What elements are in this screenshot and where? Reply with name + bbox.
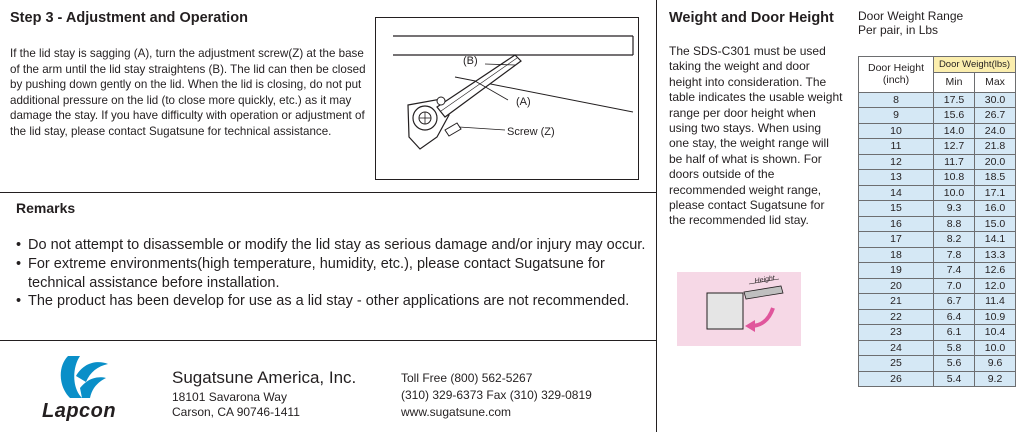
cell-max-weight: 12.0 xyxy=(975,278,1016,294)
cell-max-weight: 21.8 xyxy=(975,139,1016,155)
weight-range-title-line2: Per pair, in Lbs xyxy=(858,23,939,37)
cell-max-weight: 15.0 xyxy=(975,216,1016,232)
table-row xyxy=(859,294,1016,310)
cell-door-height: 16 xyxy=(859,216,934,232)
table-row xyxy=(859,356,1016,372)
table-row xyxy=(859,185,1016,201)
cell-min-weight: 10.0 xyxy=(934,185,975,201)
lapcon-logo-text: Lapcon xyxy=(42,400,117,422)
remarks-footer-divider xyxy=(0,340,656,341)
remark-item: • Do not attempt to disassemble or modify the lid stay as serious damage and/or injury may occur. xyxy=(16,236,651,255)
company-address-line1: 18101 Savarona Way xyxy=(172,390,287,404)
cell-max-weight: 30.0 xyxy=(975,92,1016,108)
cell-min-weight: 7.0 xyxy=(934,278,975,294)
cell-min-weight: 5.4 xyxy=(934,371,975,387)
cell-door-height: 19 xyxy=(859,263,934,279)
lid-stay-diagram xyxy=(375,17,639,180)
cell-min-weight: 15.6 xyxy=(934,108,975,124)
cell-door-height: 25 xyxy=(859,356,934,372)
cell-door-height: 15 xyxy=(859,201,934,217)
cell-max-weight: 20.0 xyxy=(975,154,1016,170)
cell-min-weight: 5.6 xyxy=(934,356,975,372)
cell-max-weight: 18.5 xyxy=(975,170,1016,186)
cell-min-weight: 7.8 xyxy=(934,247,975,263)
cell-door-height: 8 xyxy=(859,92,934,108)
table-row xyxy=(859,263,1016,279)
cell-max-weight: 16.0 xyxy=(975,201,1016,217)
illustration-height-label: Height xyxy=(754,274,776,285)
cell-min-weight: 6.7 xyxy=(934,294,975,310)
cell-max-weight: 26.7 xyxy=(975,108,1016,124)
weight-section-body: The SDS-C301 must be used taking the weight and door height into consideration. The table indicates the usable weight range per door height when using two stays. When using one stay, the weight range will be half of what is shown. For doors outside of the recommended weight range, please contact Sugatsune for the recommended lid stay. xyxy=(669,44,843,228)
center-divider xyxy=(656,0,657,432)
cell-door-height: 20 xyxy=(859,278,934,294)
cell-door-height: 17 xyxy=(859,232,934,248)
remarks-list xyxy=(16,236,651,311)
cell-min-weight: 17.5 xyxy=(934,92,975,108)
cell-door-height: 22 xyxy=(859,309,934,325)
cell-min-weight: 10.8 xyxy=(934,170,975,186)
cell-door-height: 26 xyxy=(859,371,934,387)
lapcon-logo-icon xyxy=(52,352,112,402)
cell-max-weight: 10.4 xyxy=(975,325,1016,341)
company-address-line2: Carson, CA 90746-1411 xyxy=(172,405,300,419)
step3-body: If the lid stay is sagging (A), turn the adjustment screw(Z) at the base of the arm until the lid stay straightens (B). The lid can then be closed by pushing down gently on the lid. When the lid is closing, do not put additional pressure on the lid (to close more quickly, etc.) as it may damage the stay. If you have difficulty with operation or adjustment of the lid stay, please contact Sugatsune for technical assistance. xyxy=(10,47,366,138)
toll-free-phone: Toll Free (800) 562-5267 xyxy=(401,371,533,385)
table-row xyxy=(859,154,1016,170)
cell-max-weight: 12.6 xyxy=(975,263,1016,279)
website-link[interactable]: www.sugatsune.com xyxy=(401,405,512,419)
cell-door-height: 18 xyxy=(859,247,934,263)
cell-max-weight: 24.0 xyxy=(975,123,1016,139)
step3-remarks-divider xyxy=(0,192,656,193)
table-row xyxy=(859,108,1016,124)
table-row xyxy=(859,278,1016,294)
weight-range-title-line1: Door Weight Range xyxy=(858,9,964,23)
cell-door-height: 9 xyxy=(859,108,934,124)
cell-min-weight: 8.2 xyxy=(934,232,975,248)
step3-title: Step 3 - Adjustment and Operation xyxy=(10,10,248,26)
diagram-label-screw: Screw (Z) xyxy=(507,126,555,138)
cell-max-weight: 13.3 xyxy=(975,247,1016,263)
cell-door-height: 23 xyxy=(859,325,934,341)
cell-door-height: 10 xyxy=(859,123,934,139)
table-row xyxy=(859,92,1016,108)
door-height-illustration xyxy=(677,272,801,346)
table-row xyxy=(859,123,1016,139)
table-row xyxy=(859,232,1016,248)
door-weight-header: Door Weight(lbs) xyxy=(934,57,1016,73)
cell-min-weight: 8.8 xyxy=(934,216,975,232)
cell-max-weight: 9.6 xyxy=(975,356,1016,372)
table-row xyxy=(859,216,1016,232)
cell-min-weight: 7.4 xyxy=(934,263,975,279)
remark-item: • The product has been develop for use as a lid stay - other applications are not recommended. xyxy=(16,292,651,311)
cell-max-weight: 10.9 xyxy=(975,309,1016,325)
door-height-header: Door Height (inch) xyxy=(859,57,934,93)
cell-min-weight: 6.1 xyxy=(934,325,975,341)
table-row xyxy=(859,340,1016,356)
cell-door-height: 12 xyxy=(859,154,934,170)
phone-fax: (310) 329-6373 Fax (310) 329-0819 xyxy=(401,388,592,402)
weight-range-title xyxy=(858,9,963,37)
cell-min-weight: 14.0 xyxy=(934,123,975,139)
table-row xyxy=(859,247,1016,263)
cell-max-weight: 10.0 xyxy=(975,340,1016,356)
table-row xyxy=(859,201,1016,217)
table-row xyxy=(859,371,1016,387)
cell-min-weight: 11.7 xyxy=(934,154,975,170)
remarks-title: Remarks xyxy=(16,200,76,216)
weight-table-body xyxy=(859,92,1016,387)
cell-door-height: 11 xyxy=(859,139,934,155)
table-row xyxy=(859,139,1016,155)
min-header: Min xyxy=(934,72,975,92)
cell-door-height: 14 xyxy=(859,185,934,201)
cell-min-weight: 9.3 xyxy=(934,201,975,217)
table-row xyxy=(859,170,1016,186)
cell-max-weight: 17.1 xyxy=(975,185,1016,201)
cell-max-weight: 11.4 xyxy=(975,294,1016,310)
cell-max-weight: 14.1 xyxy=(975,232,1016,248)
cell-door-height: 13 xyxy=(859,170,934,186)
table-row xyxy=(859,309,1016,325)
table-row xyxy=(859,325,1016,341)
cell-min-weight: 5.8 xyxy=(934,340,975,356)
max-header: Max xyxy=(975,72,1016,92)
diagram-label-b: (B) xyxy=(463,55,478,67)
remark-item: • For extreme environments(high temperature, humidity, etc.), please contact Sugatsune for technical assistance before installation. xyxy=(16,255,651,293)
cell-min-weight: 6.4 xyxy=(934,309,975,325)
cell-max-weight: 9.2 xyxy=(975,371,1016,387)
diagram-label-a: (A) xyxy=(516,96,531,108)
cell-door-height: 24 xyxy=(859,340,934,356)
cell-min-weight: 12.7 xyxy=(934,139,975,155)
company-name: Sugatsune America, Inc. xyxy=(172,368,357,387)
door-weight-table xyxy=(858,56,1016,387)
weight-section-title: Weight and Door Height xyxy=(669,10,834,26)
cell-door-height: 21 xyxy=(859,294,934,310)
